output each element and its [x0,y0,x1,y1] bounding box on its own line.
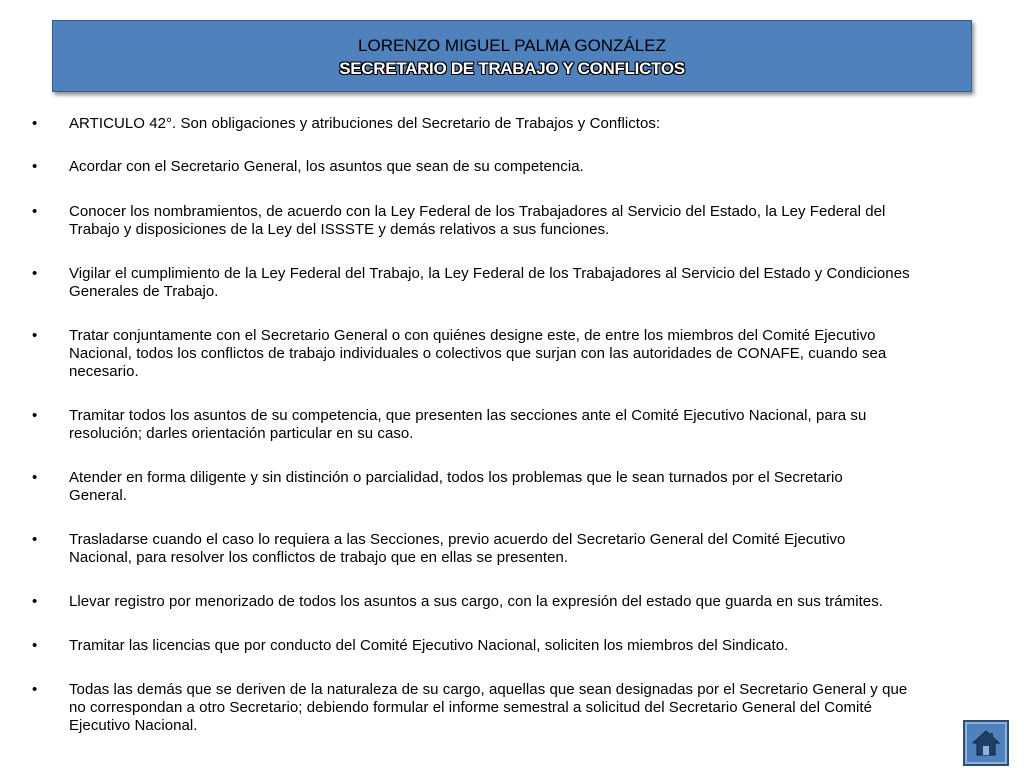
bullet-text: Todas las demás que se deriven de la naturaleza de su cargo, aquellas que sean designadas por el Secretario General y que no correspondan a otro Secretario; debiendo formular el informe semestral a solicitud del Secretario General del Comité Ejecutivo Nacional. [69,681,908,734]
bullet-text: Llevar registro por menorizado de todos los asuntos a sus cargo, con la expresión del estado que guarda en sus trámites. [69,593,883,610]
bullet-text: Atender en forma diligente y sin distinción o parcialidad, todos los problemas que le sean turnados por el Secretario General. [69,469,843,504]
home-button[interactable] [963,720,1009,766]
bullet-marker: • [32,327,38,344]
bullet-marker: • [32,593,38,610]
bullet-text: Tramitar todos los asuntos de su competencia, que presenten las secciones ante el Comité Ejecutivo Nacional, para su resolución; darles orientación particular en su caso. [69,407,867,442]
bullet-text: Tratar conjuntamente con el Secretario General o con quiénes designe este, de entre los miembros del Comité Ejecutivo Nacional, todos los conflictos de trabajo individuales o colectivos que surjan con las autoridades de CONAFE, cuando sea necesario. [69,327,887,380]
bullet-text: Vigilar el cumplimiento de la Ley Federal del Trabajo, la Ley Federal de los Trabajadores al Servicio del Estado y Condiciones Generales de Trabajo. [69,265,910,300]
bullet-marker: • [32,265,38,282]
bullet-text: ARTICULO 42°. Son obligaciones y atribuciones del Secretario de Trabajos y Conflictos: [69,115,661,132]
title-name: LORENZO MIGUEL PALMA GONZÁLEZ [358,36,666,55]
bullet-marker: • [32,203,38,220]
bullet-marker: • [32,531,38,548]
bullet-marker: • [32,158,38,175]
bullet-marker: • [32,407,38,424]
bullet-text: Tramitar las licencias que por conducto del Comité Ejecutivo Nacional, soliciten los miembros del Sindicato. [69,637,789,654]
bullet-marker: • [32,469,38,486]
bullet-text: Acordar con el Secretario General, los asuntos que sean de su competencia. [69,158,584,175]
home-icon [971,728,1001,758]
title-box [52,20,972,92]
title-position: SECRETARIO DE TRABAJO Y CONFLICTOS [339,59,685,78]
bullet-text: Conocer los nombramientos, de acuerdo con la Ley Federal de los Trabajadores al Servicio del Estado, la Ley Federal del Trabajo y disposiciones de la Ley del ISSSTE y demás relativos a sus funciones. [69,203,886,238]
bullet-marker: • [32,637,38,654]
bullet-marker: • [32,115,38,132]
bullet-text: Trasladarse cuando el caso lo requiera a las Secciones, previo acuerdo del Secretario General del Comité Ejecutivo Nacional, para resolver los conflictos de trabajo que en ellas se presenten. [69,531,846,566]
bullet-marker: • [32,681,38,698]
